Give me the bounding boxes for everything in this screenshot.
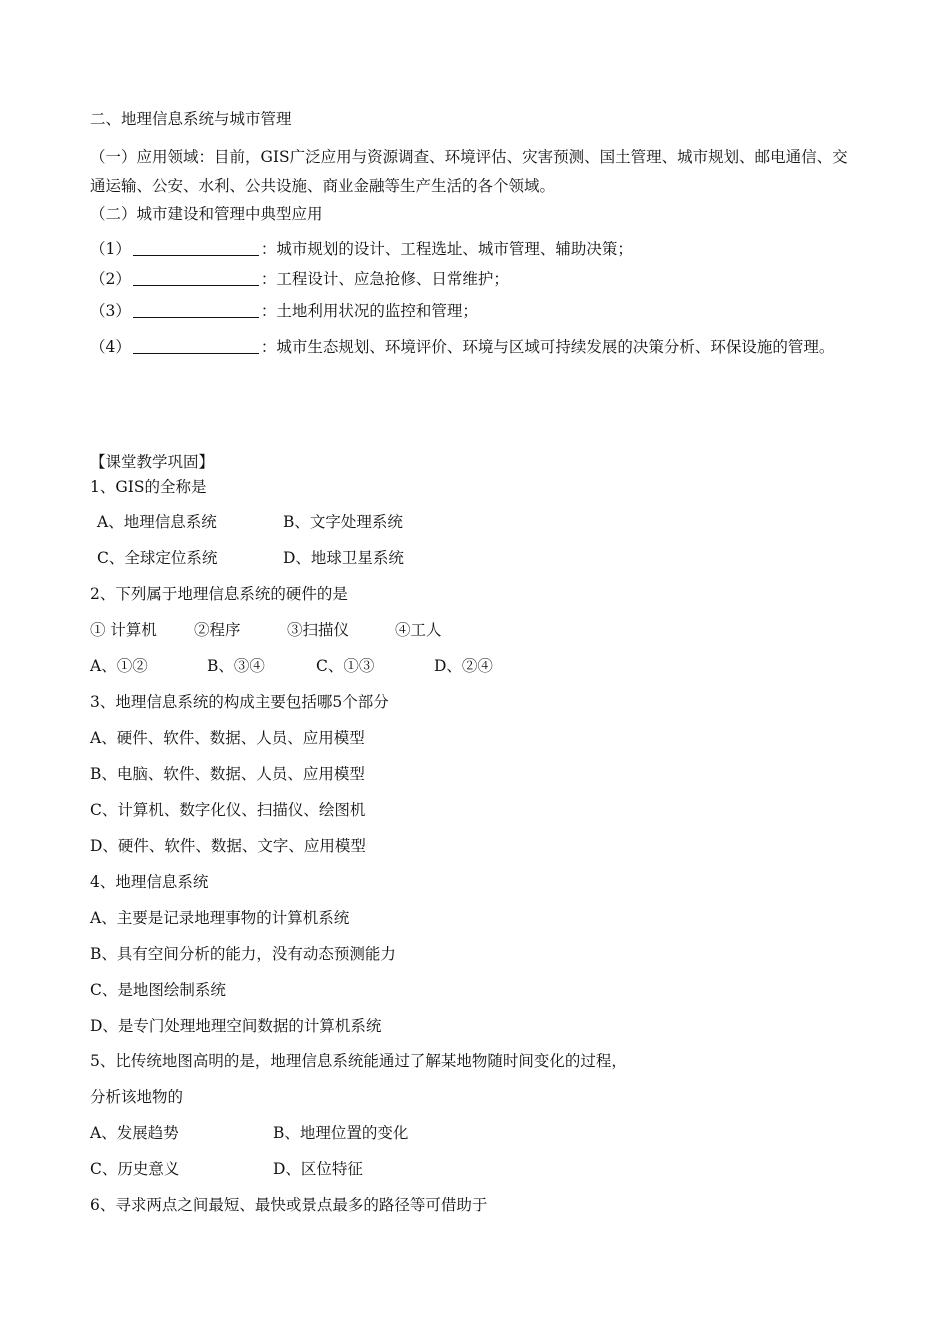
question-2-option-d: D、②④ <box>434 657 493 675</box>
question-2-option-c: C、①③ <box>316 657 375 675</box>
application-item-4 <box>90 332 860 362</box>
question-4-option-d: D、是专门处理地理空间数据的计算机系统 <box>90 1017 382 1035</box>
question-3-stem: 3、地理信息系统的构成主要包括哪5个部分 <box>90 693 389 711</box>
question-5-option-c: C、历史意义 <box>90 1160 180 1178</box>
item-text: ：城市规划的设计、工程选址、城市管理、辅助决策； <box>260 240 633 258</box>
question-4-option-b: B、具有空间分析的能力，没有动态预测能力 <box>90 945 396 963</box>
question-2-option-a: A、①② <box>90 657 148 675</box>
item-number: （1） <box>90 240 131 258</box>
typical-applications-heading: （二）城市建设和管理中典型应用 <box>90 205 323 223</box>
item-text: ：工程设计、应急抢修、日常维护； <box>260 270 509 288</box>
question-5-stem: 5、比传统地图高明的是，地理信息系统能通过了解某地物随时间变化的过程， <box>90 1052 627 1070</box>
application-item-2 <box>90 268 509 290</box>
fill-in-blank[interactable] <box>133 241 259 256</box>
application-fields-paragraph: （一）应用领域：目前，GIS广泛应用与资源调查、环境评估、灾害预测、国土管理、城市规划、邮电通信、交通运输、公安、水利、公共设施、商业金融等生产生活的各个领域。 <box>90 148 848 195</box>
fill-in-blank[interactable] <box>133 339 259 354</box>
item-text: ：城市生态规划、环境评价、环境与区域可持续发展的决策分析、环保设施的管理。 <box>260 338 835 356</box>
question-1-option-a: A、地理信息系统 <box>97 513 217 531</box>
question-5-option-b: B、地理位置的变化 <box>273 1124 409 1142</box>
practice-heading: 【课堂教学巩固】 <box>90 453 215 471</box>
application-item-3 <box>90 300 478 322</box>
question-3-option-d: D、硬件、软件、数据、文字、应用模型 <box>90 837 366 855</box>
question-2-option-b: B、③④ <box>207 657 265 675</box>
item-text: ：土地利用状况的监控和管理； <box>260 302 478 320</box>
application-item-1 <box>90 238 633 260</box>
question-2-item-1: ① 计算机 <box>90 621 157 639</box>
question-5-option-a: A、发展趋势 <box>90 1124 179 1142</box>
section-title: 二、地理信息系统与城市管理 <box>90 110 292 128</box>
question-4-option-a: A、主要是记录地理事物的计算机系统 <box>90 909 350 927</box>
question-5-option-d: D、区位特征 <box>273 1160 363 1178</box>
item-number: （2） <box>90 270 131 288</box>
question-3-option-c: C、计算机、数字化仪、扫描仪、绘图机 <box>90 801 366 819</box>
question-2-item-4: ④工人 <box>395 621 442 639</box>
fill-in-blank[interactable] <box>133 271 259 286</box>
question-3-option-b: B、电脑、软件、数据、人员、应用模型 <box>90 765 365 783</box>
question-2-item-3: ③扫描仪 <box>287 621 350 639</box>
question-1-option-c: C、全球定位系统 <box>97 549 218 567</box>
question-2-stem: 2、下列属于地理信息系统的硬件的是 <box>90 585 348 603</box>
question-1-option-d: D、地球卫星系统 <box>283 549 404 567</box>
question-1-option-b: B、文字处理系统 <box>283 513 403 531</box>
question-1-stem: 1、GIS的全称是 <box>90 478 207 496</box>
item-number: （4） <box>90 338 131 356</box>
item-number: （3） <box>90 302 131 320</box>
question-2-item-2: ②程序 <box>194 621 241 639</box>
fill-in-blank[interactable] <box>133 303 259 318</box>
question-4-stem: 4、地理信息系统 <box>90 873 209 891</box>
question-6-stem: 6、寻求两点之间最短、最快或景点最多的路径等可借助于 <box>90 1196 488 1214</box>
question-4-option-c: C、是地图绘制系统 <box>90 981 226 999</box>
question-5-stem-continued: 分析该地物的 <box>90 1088 184 1106</box>
question-3-option-a: A、硬件、软件、数据、人员、应用模型 <box>90 729 365 747</box>
